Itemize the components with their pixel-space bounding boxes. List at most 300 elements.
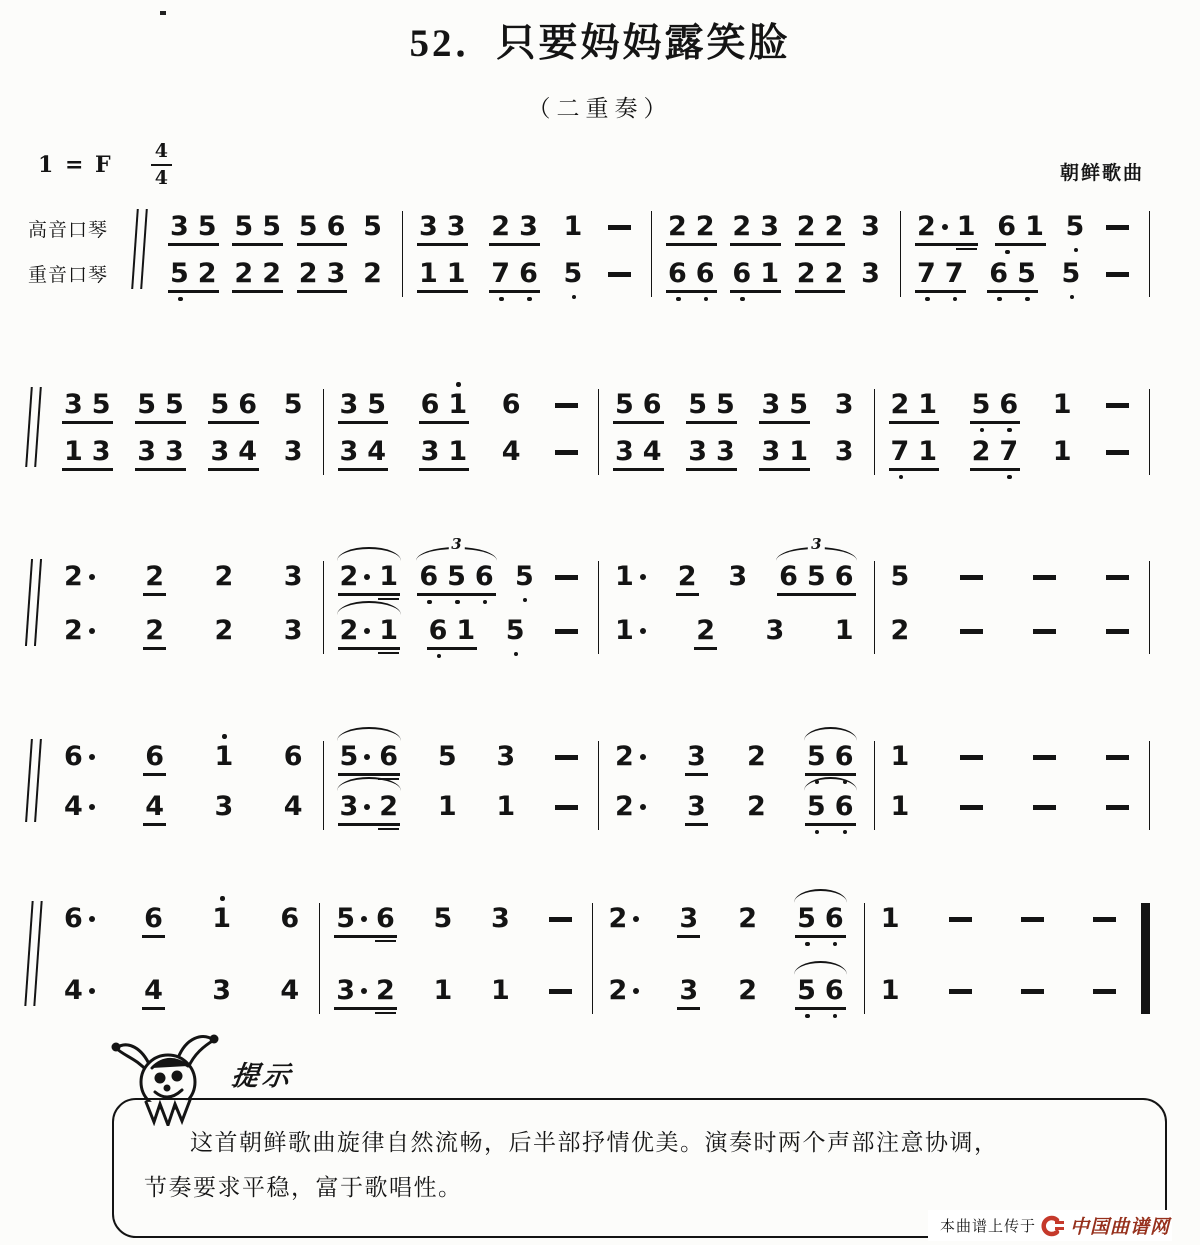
rest-dash [1106, 450, 1129, 455]
part-label: 高音口琴 [28, 220, 109, 241]
measure [875, 389, 1151, 475]
note-digit: 3 [283, 436, 303, 467]
note [679, 905, 698, 932]
note-digit: 3 [765, 615, 785, 646]
note-group [170, 213, 217, 240]
low-octave-dot [427, 600, 432, 605]
note-digit: 3 [446, 211, 466, 242]
final-barline [1141, 903, 1150, 1014]
note-group [419, 213, 466, 240]
measure [599, 535, 875, 654]
note [165, 438, 184, 465]
note-digit: 2 [824, 258, 844, 289]
augmentation-dot [89, 988, 95, 994]
note-group [284, 391, 303, 418]
note [198, 260, 217, 287]
note-digit: 2 [214, 561, 234, 592]
note [280, 905, 299, 932]
note-group [284, 617, 303, 644]
note [891, 743, 910, 770]
measure [48, 741, 324, 830]
low-octave-dot [1025, 297, 1030, 302]
note [679, 977, 698, 1004]
note-digit: 3 [761, 389, 781, 420]
note [615, 793, 646, 820]
note [64, 743, 95, 770]
note [234, 213, 253, 240]
note-group [615, 743, 646, 770]
note [214, 793, 233, 820]
measure [599, 389, 875, 475]
augmentation-dot [89, 754, 95, 760]
note-group [678, 563, 697, 590]
note-digit: 3 [686, 741, 706, 772]
note-digit: 5 [890, 561, 910, 592]
voice-row [320, 903, 591, 975]
note [210, 391, 229, 418]
note-digit: 5 [797, 903, 816, 934]
note [284, 617, 303, 644]
note [144, 977, 163, 1004]
note-group [284, 438, 303, 465]
note [761, 391, 780, 418]
note-group [210, 391, 257, 418]
note-group [615, 563, 646, 590]
voice-row [48, 741, 323, 791]
low-octave-dot [740, 297, 745, 302]
measure [593, 903, 865, 1014]
note [687, 793, 706, 820]
note [738, 905, 757, 932]
note-digit: 2 [824, 211, 844, 242]
low-octave-dot [1005, 250, 1010, 255]
low-octave-dot [437, 654, 442, 659]
note [747, 743, 766, 770]
note-group [419, 535, 494, 592]
note-group [284, 793, 303, 820]
note-digit: 2 [379, 791, 399, 822]
note [972, 391, 991, 418]
note-digit: 5 [1061, 258, 1081, 289]
watermark-prefix: 本曲谱上传于 [939, 1218, 1036, 1235]
voice-row [324, 791, 599, 841]
note-group [668, 213, 715, 240]
note-digit: 5 [339, 741, 359, 772]
note-digit: 1 [760, 258, 779, 289]
note-group [997, 213, 1044, 240]
note-digit: 2 [608, 903, 628, 934]
note [918, 391, 937, 418]
note-digit: 5 [505, 615, 525, 646]
note-digit: 3 [491, 903, 510, 934]
note-group [679, 977, 698, 1004]
note-group [502, 438, 521, 465]
note [210, 438, 229, 465]
augmentation-dot [640, 804, 646, 810]
tip-label: 提示 [229, 1061, 296, 1092]
note-digit: 7 [944, 258, 964, 289]
note-group [491, 905, 510, 932]
note [825, 977, 844, 1004]
note-digit: 6 [501, 389, 521, 420]
note-group [144, 905, 163, 932]
note-digit: 2 [738, 975, 758, 1006]
note-group [728, 563, 747, 590]
note [340, 563, 371, 590]
note-group [212, 905, 231, 932]
note-group [340, 793, 399, 820]
note-digit: 1 [1052, 389, 1072, 420]
watermark-site-name [1070, 1212, 1170, 1239]
note-group [861, 260, 880, 287]
note-digit: 2 [234, 258, 254, 289]
system-start-bracket [25, 739, 42, 822]
note-digit: 2 [197, 258, 217, 289]
note [145, 563, 164, 590]
note [502, 438, 521, 465]
voice-row [652, 211, 900, 258]
note-digit: 3 [339, 791, 359, 822]
note-digit: 3 [861, 258, 880, 289]
tip-text-line: 这首朝鲜歌曲旋律自然流畅，后半部抒情优美。演奏时两个声部注意协调， [190, 1130, 999, 1155]
music-system [28, 211, 1150, 297]
note [491, 905, 510, 932]
note [327, 260, 346, 287]
note-group [64, 905, 95, 932]
note [835, 563, 854, 590]
note [137, 438, 156, 465]
note-group [615, 793, 646, 820]
note [615, 617, 646, 644]
note-group [234, 260, 281, 287]
note [696, 213, 715, 240]
note-digit: 5 [806, 741, 826, 772]
note [835, 793, 854, 820]
note [615, 391, 634, 418]
note-digit: 2 [363, 258, 382, 289]
note-group [835, 617, 854, 644]
note-group [64, 563, 95, 590]
note-group [564, 260, 583, 287]
note-digit: 5 [165, 389, 184, 420]
voice-row [403, 211, 651, 258]
note-digit: 3 [761, 436, 781, 467]
note-digit: 5 [363, 211, 382, 242]
note-digit: 6 [642, 389, 662, 420]
low-octave-dot [953, 297, 958, 302]
note [238, 438, 257, 465]
low-octave-dot [1007, 475, 1012, 480]
note-group [738, 905, 757, 932]
system-bars [48, 903, 1136, 1014]
note [438, 743, 457, 770]
note [1017, 260, 1036, 287]
note-digit: 5 [262, 211, 281, 242]
note [519, 213, 538, 240]
note-digit: 1 [448, 389, 468, 420]
triplet-number: 3 [808, 537, 824, 552]
note [918, 438, 937, 465]
rest-dash [555, 755, 578, 760]
voice-row [599, 389, 874, 436]
note-group [506, 617, 525, 644]
rest-dash [549, 989, 572, 994]
high-octave-dot [456, 382, 461, 387]
note-group [972, 391, 1019, 418]
note-digit: 7 [917, 258, 936, 289]
note-digit: 5 [806, 561, 826, 592]
system-bars [48, 389, 1150, 475]
note [861, 260, 880, 287]
rest-dash [608, 225, 631, 230]
voice-row [875, 741, 1150, 791]
note-digit: 3 [834, 389, 854, 420]
note [728, 563, 747, 590]
note-digit: 3 [728, 561, 748, 592]
note-group [64, 793, 95, 820]
note-group [340, 391, 387, 418]
note-digit: 2 [64, 561, 83, 592]
note-digit: 4 [280, 975, 300, 1006]
voice-row [324, 436, 599, 483]
note [491, 213, 510, 240]
system-start-bracket [131, 209, 148, 289]
augmentation-dot [361, 916, 367, 922]
note [198, 213, 217, 240]
note-digit: 2 [890, 389, 910, 420]
note [262, 260, 281, 287]
augmentation-dot [89, 628, 95, 634]
note-digit: 1 [789, 436, 809, 467]
music-system [28, 903, 1150, 1014]
note [145, 743, 164, 770]
measure [875, 561, 1151, 654]
note-digit: 1 [491, 975, 510, 1006]
voice-row [320, 975, 591, 1047]
note-digit: 6 [732, 258, 752, 289]
note-group [835, 438, 854, 465]
note-digit: 4 [144, 975, 163, 1006]
voice-row [154, 258, 402, 305]
note [212, 977, 231, 1004]
note-digit: 3 [165, 436, 184, 467]
rest-dash [1093, 989, 1116, 994]
note-digit: 2 [214, 615, 234, 646]
note-digit: 1 [437, 791, 457, 822]
slur-arc [794, 889, 847, 903]
high-octave-dot [222, 734, 227, 739]
note [448, 438, 467, 465]
note-digit: 3 [716, 436, 735, 467]
note-digit: 6 [779, 561, 798, 592]
note-digit: 2 [262, 258, 281, 289]
note-group [797, 213, 844, 240]
note [64, 563, 95, 590]
note [761, 438, 780, 465]
rest-dash [555, 403, 578, 408]
note [696, 617, 715, 644]
voice-row [48, 791, 323, 841]
note [789, 391, 808, 418]
note-group [210, 438, 257, 465]
note-group [336, 977, 395, 1004]
note-digit: 6 [64, 741, 83, 772]
note [891, 391, 910, 418]
note-group [434, 977, 453, 1004]
note-group [738, 977, 757, 1004]
note-group [609, 977, 640, 1004]
note-digit: 3 [170, 211, 189, 242]
voice-row [875, 389, 1150, 436]
rest-dash [1093, 917, 1116, 922]
voice-row [324, 615, 599, 669]
page-title: 52．只要妈妈露笑脸 [409, 22, 791, 65]
note [696, 260, 715, 287]
note-group [1066, 213, 1085, 240]
note-digit: 5 [298, 211, 318, 242]
rest-dash [1106, 805, 1129, 810]
note-digit: 2 [491, 211, 511, 242]
low-octave-dot [805, 942, 810, 947]
slur-arc [337, 547, 402, 561]
triplet-number: 3 [448, 537, 464, 552]
note-digit: 3 [419, 211, 438, 242]
note [615, 743, 646, 770]
voice-row [593, 975, 864, 1047]
voice-row [875, 561, 1150, 615]
note-group [891, 563, 910, 590]
note [502, 391, 521, 418]
note [807, 743, 826, 770]
note-digit: 2 [339, 561, 359, 592]
note-group [765, 617, 784, 644]
key-and-meter [38, 142, 172, 188]
measure [403, 211, 652, 297]
note [678, 563, 697, 590]
rest-dash [1021, 917, 1044, 922]
note-digit: 1 [834, 615, 854, 646]
note-group [779, 535, 854, 592]
note [1062, 260, 1081, 287]
voice-row [599, 791, 874, 841]
note [797, 213, 816, 240]
note-digit: 5 [615, 389, 634, 420]
note-digit: 2 [615, 741, 634, 772]
note-digit: 1 [918, 436, 938, 467]
note-group [299, 213, 346, 240]
note [447, 213, 466, 240]
note-group [747, 793, 766, 820]
note-digit: 5 [234, 211, 254, 242]
note-digit: 3 [420, 436, 440, 467]
rest-dash [555, 629, 578, 634]
note [64, 438, 83, 465]
note-digit: 6 [834, 741, 854, 772]
note-digit: 5 [437, 741, 457, 772]
note-group [679, 905, 698, 932]
note [284, 438, 303, 465]
note [945, 260, 964, 287]
note-digit: 6 [326, 211, 346, 242]
note-digit: 2 [796, 211, 816, 242]
note-group [797, 977, 844, 1004]
note-group [340, 743, 399, 770]
rest-dash [1106, 575, 1129, 580]
note-digit: 3 [615, 436, 634, 467]
note-digit: 4 [642, 436, 662, 467]
note-group [687, 793, 706, 820]
high-octave-dot [220, 896, 225, 901]
note-digit: 1 [918, 389, 938, 420]
note-digit: 3 [212, 975, 232, 1006]
note [732, 213, 751, 240]
note-digit: 4 [367, 436, 387, 467]
voice-row [901, 211, 1149, 258]
note-group [145, 743, 164, 770]
low-octave-dot [980, 428, 985, 433]
low-octave-dot [843, 830, 848, 835]
note [999, 391, 1018, 418]
note-group [891, 617, 910, 644]
note-digit: 5 [971, 389, 991, 420]
note-group [363, 213, 382, 240]
note-digit: 4 [145, 791, 165, 822]
note [825, 213, 844, 240]
note [456, 617, 475, 644]
note [519, 260, 538, 287]
music-system [28, 741, 1150, 830]
note [379, 617, 398, 644]
note [419, 260, 438, 287]
note-group [797, 260, 844, 287]
note-group [891, 438, 938, 465]
note-group [419, 260, 466, 287]
note-group [732, 260, 779, 287]
note [779, 563, 798, 590]
note-digit: 5 [197, 211, 217, 242]
note-group [170, 260, 217, 287]
note-digit: 2 [145, 561, 165, 592]
note-group [496, 793, 515, 820]
note [891, 563, 910, 590]
note-digit: 5 [563, 258, 583, 289]
note-digit: 2 [145, 615, 165, 646]
note-digit: 5 [1017, 258, 1036, 289]
note-digit: 1 [433, 975, 453, 1006]
music-system [28, 535, 1150, 654]
note-group [609, 905, 640, 932]
note-digit: 5 [789, 389, 809, 420]
voice-row [403, 258, 651, 305]
note-digit: 6 [989, 258, 1009, 289]
note-digit: 2 [695, 211, 715, 242]
note [1066, 213, 1085, 240]
note [234, 260, 253, 287]
measure [865, 903, 1136, 1014]
note-group [881, 977, 900, 1004]
note [336, 977, 367, 1004]
note-group [137, 438, 184, 465]
note [891, 617, 910, 644]
note [92, 391, 111, 418]
note-digit: 3 [283, 561, 303, 592]
low-octave-dot [1074, 248, 1079, 253]
note [997, 213, 1016, 240]
music-site-logo-icon [1041, 1215, 1065, 1237]
note [92, 438, 111, 465]
note-digit: 1 [890, 741, 910, 772]
note-group [917, 213, 976, 240]
